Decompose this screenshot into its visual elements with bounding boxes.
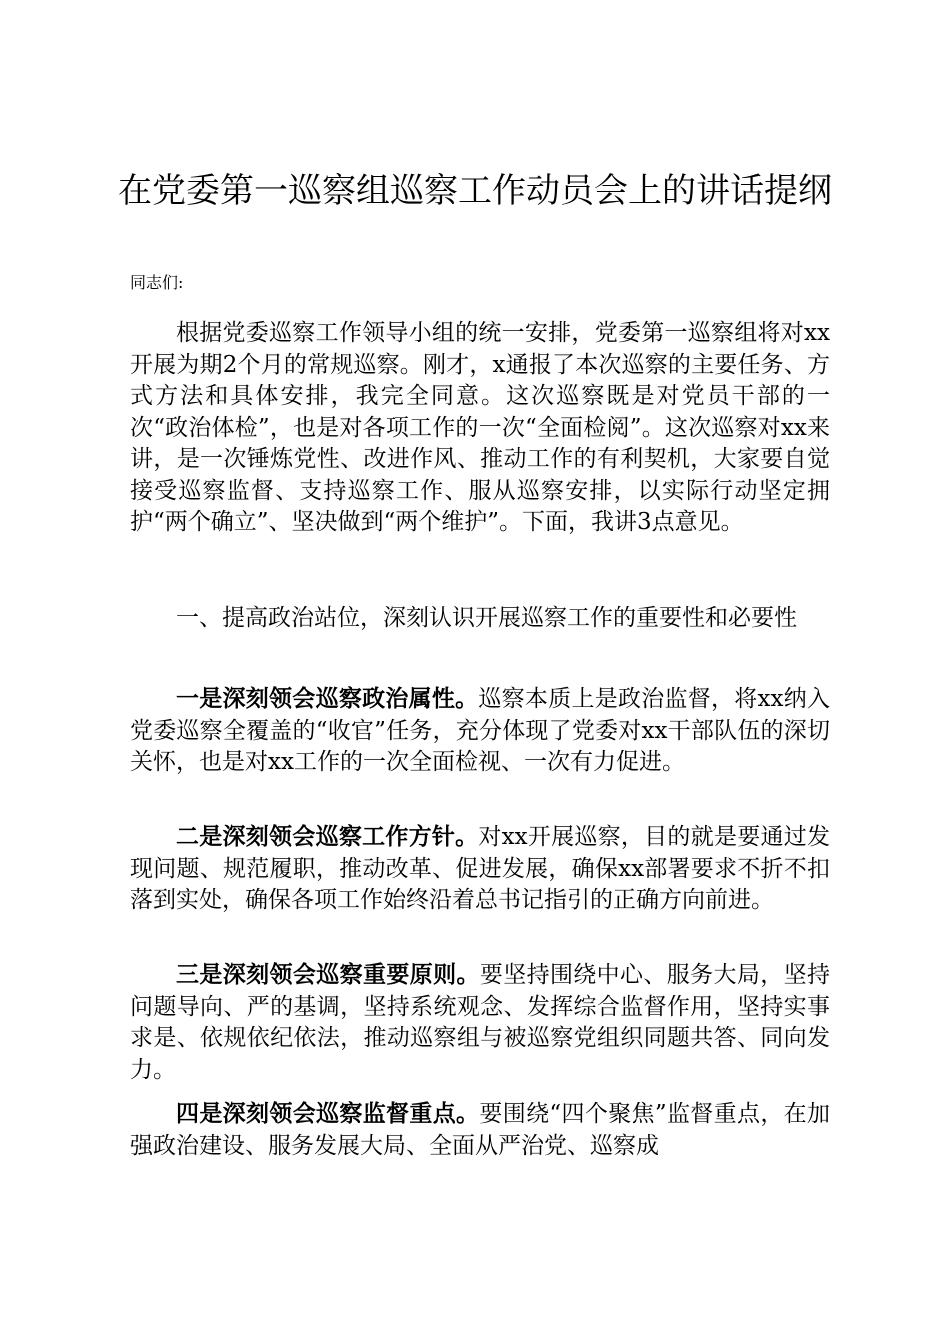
section-heading-one: 一、提高政治站位，深刻认识开展巡察工作的重要性和必要性 bbox=[176, 605, 797, 631]
document-title: 在党委第一巡察组巡察工作动员会上的讲话提纲 bbox=[118, 171, 832, 211]
point-paragraph-three bbox=[130, 959, 830, 1086]
point-lead: 二是深刻领会巡察工作方针。 bbox=[176, 823, 479, 850]
point-lead: 三是深刻领会巡察重要原则。 bbox=[176, 961, 480, 988]
intro-paragraph: 根据党委巡察工作领导小组的统一安排，党委第一巡察组将对xx开展为期2个月的常规巡察。刚才，x通报了本次巡察的主要任务、方式方法和具体安排，我完全同意。这次巡察既是对党员干部的一次“政治体检”，也是对各项工作的一次“全面检阅”。这次巡察对xx来讲，是一次锤炼党性、改进作风、推动工作的有利契机，大家要自觉接受巡察监督、支持巡察工作、服从巡察安排，以实际行动坚定拥护“两个确立”、坚决做到“两个维护”。下面，我讲3点意见。 bbox=[130, 320, 830, 535]
point-lead: 一是深刻领会巡察政治属性。 bbox=[176, 685, 479, 712]
point-text: 对xx开展巡察，目的就是要通过发现问题、规范履职，推动改革、促进发展，确保xx部署要求不折不扣落到实处，确保各项工作始终沿着总书记指引的正确方向前进。 bbox=[130, 824, 831, 913]
point-text: 要围绕“四个聚焦”监督重点，在加强政治建设、服务发展大局、全面从严治党、巡察成 bbox=[130, 1101, 830, 1159]
point-lead: 四是深刻领会巡察监督重点。 bbox=[176, 1100, 480, 1127]
point-text: 巡察本质上是政治监督，将xx纳入党委巡察全覆盖的“收官”任务，充分体现了党委对xx干部队伍的深切关怀，也是对xx工作的一次全面检视、一次有力促进。 bbox=[130, 686, 831, 775]
point-text: 要坚持围绕中心、服务大局，坚持问题导向、严的基调，坚持系统观念、发挥综合监督作用，坚持实事求是、依规依纪依法，推动巡察组与被巡察党组织同题共答、同向发力。 bbox=[130, 962, 831, 1083]
salutation: 同志们: bbox=[130, 273, 184, 292]
point-paragraph-two bbox=[130, 821, 830, 917]
point-paragraph-one bbox=[130, 683, 830, 779]
point-paragraph-four bbox=[130, 1098, 830, 1162]
